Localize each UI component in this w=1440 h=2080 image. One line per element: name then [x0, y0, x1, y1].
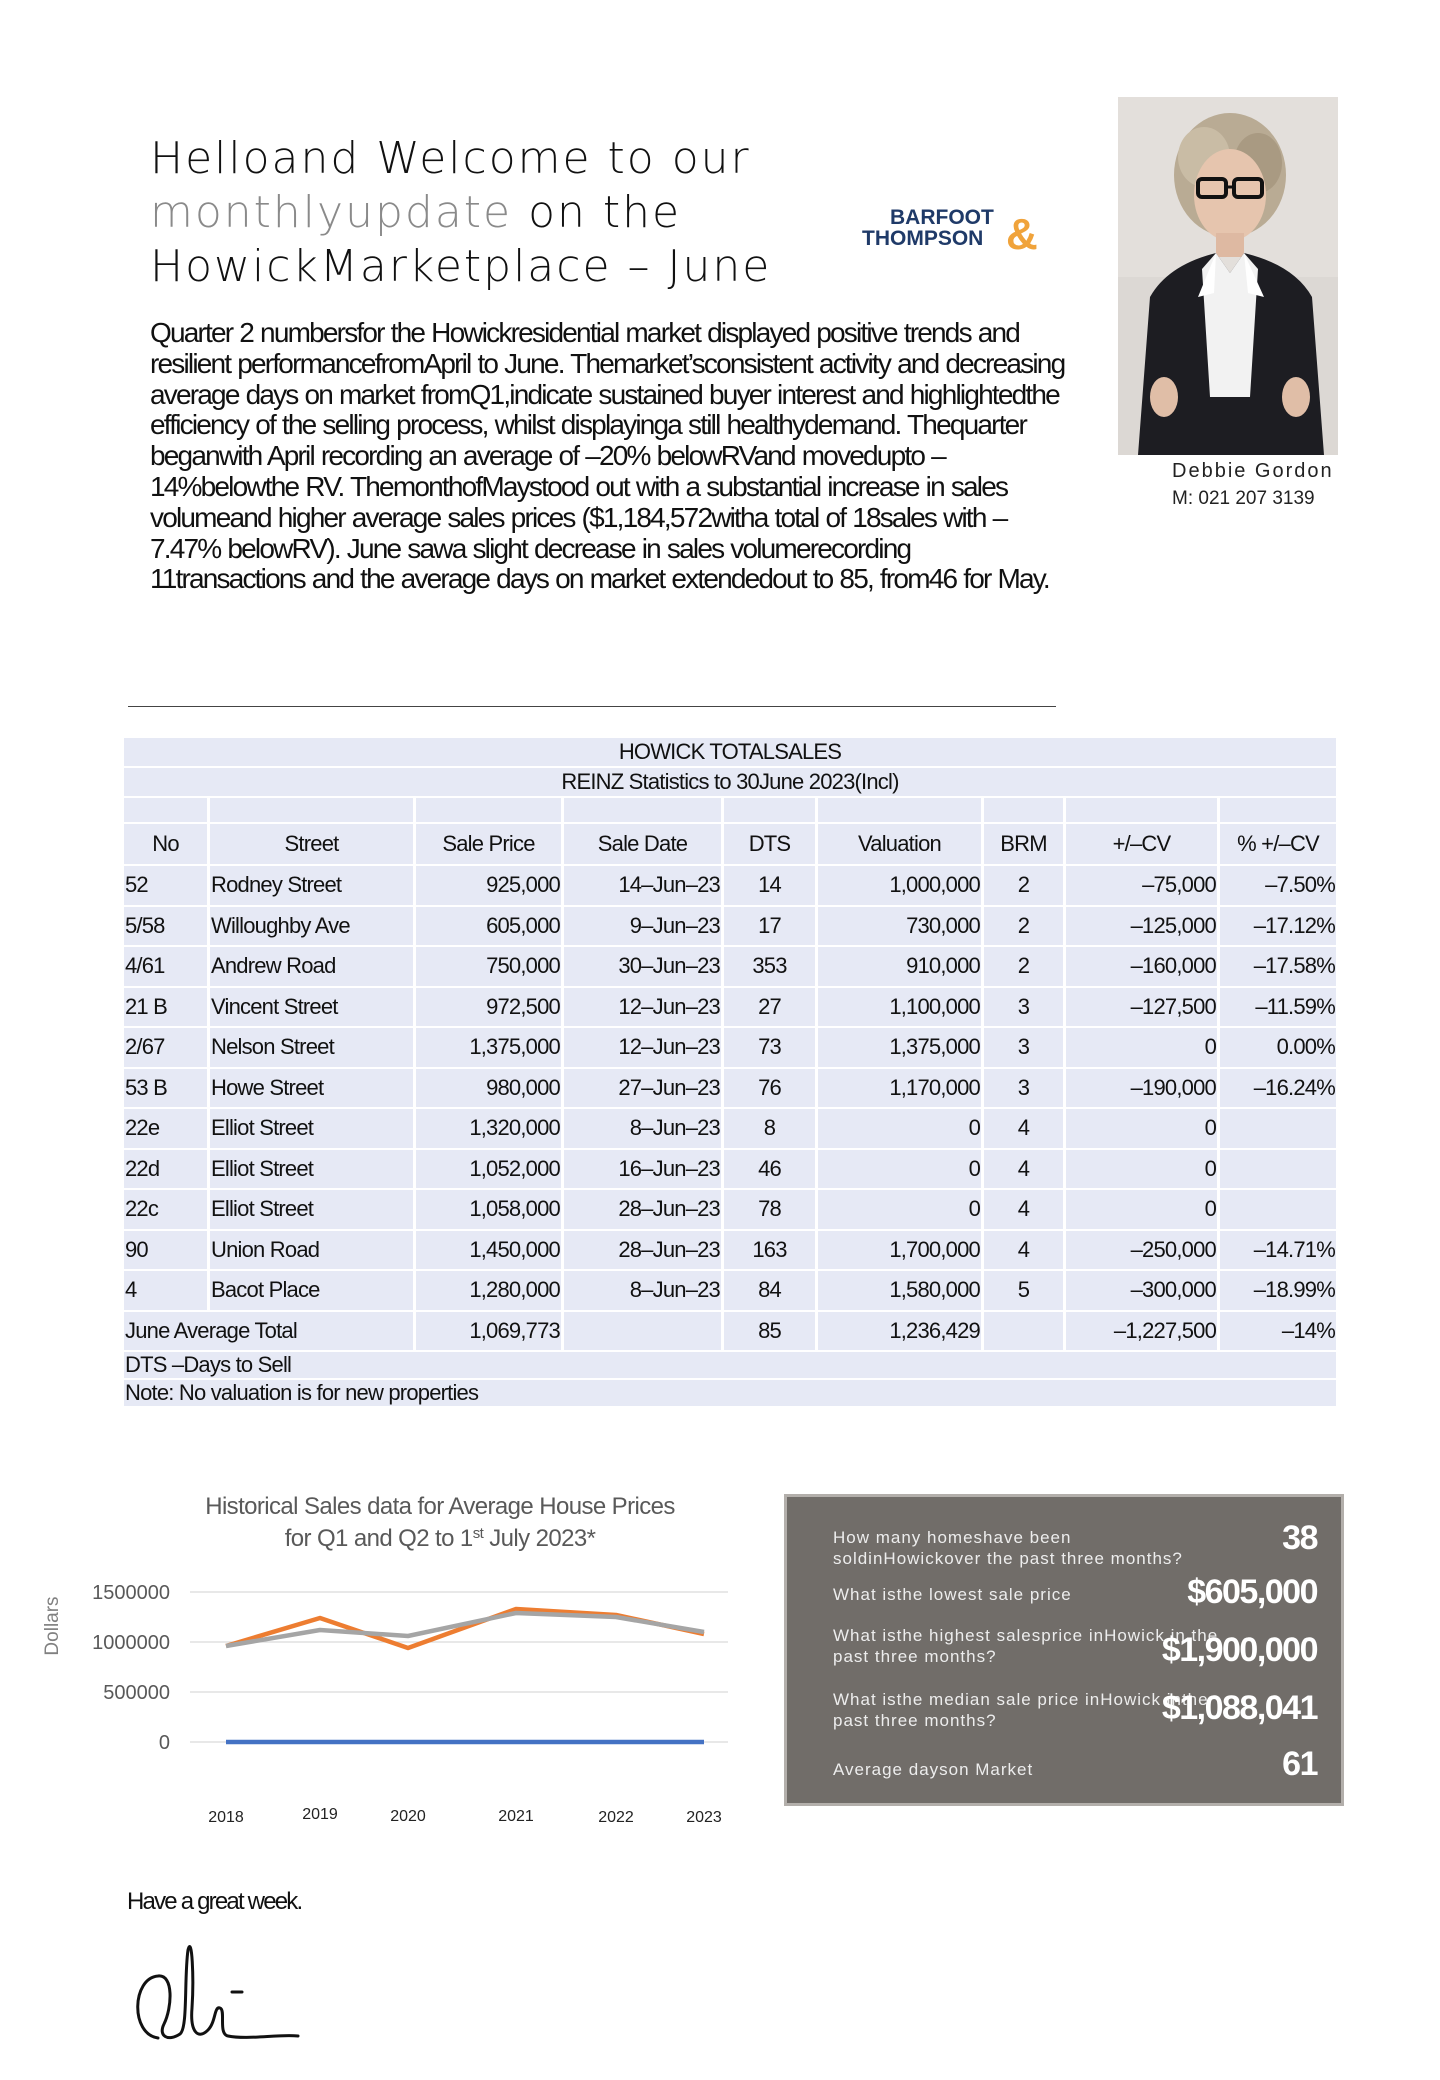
y-tick-label: 500000 — [103, 1682, 170, 1704]
cell-street: Nelson Street — [210, 1028, 416, 1067]
table-note-valuation: Note: No valuation is for new properties — [124, 1380, 1336, 1406]
cell-dts: 353 — [724, 947, 818, 986]
table-note-dts: DTS –Days to Sell — [124, 1352, 1336, 1378]
chart-title-post: July 2023* — [483, 1525, 596, 1552]
agent-phone: M: 021 207 3139 — [1172, 488, 1315, 509]
cell-street: Elliot Street — [210, 1109, 416, 1148]
table-row — [124, 1028, 1336, 1067]
howick-sales-table — [124, 736, 1336, 1408]
cell-dts: 14 — [724, 866, 818, 905]
agent-portrait — [1118, 97, 1338, 455]
table-total-row — [124, 1312, 1336, 1351]
cell-pct: –14.71% — [1220, 1231, 1336, 1270]
cell-sale-price: 1,052,000 — [416, 1150, 564, 1189]
total-valuation: 1,236,429 — [818, 1312, 984, 1351]
cell-cv: 0 — [1066, 1150, 1220, 1189]
cell-street: Union Road — [210, 1231, 416, 1270]
col-header: Valuation — [818, 824, 984, 864]
col-header: +/–CV — [1066, 824, 1220, 864]
chart-y-axis-label: Dollars — [42, 1596, 63, 1656]
cell-no: 22d — [124, 1150, 210, 1189]
table-row — [124, 988, 1336, 1027]
cell-sale-price: 605,000 — [416, 907, 564, 946]
cell-street: Elliot Street — [210, 1190, 416, 1229]
cell-valuation: 1,700,000 — [818, 1231, 984, 1270]
cell-valuation: 1,000,000 — [818, 866, 984, 905]
col-header: Sale Date — [564, 824, 724, 864]
heading-line-3: HowickMarketplace – June — [150, 241, 772, 292]
cell-sale-price: 925,000 — [416, 866, 564, 905]
table-row — [124, 1069, 1336, 1108]
stat-value-median-price: $1,088,041 — [1161, 1689, 1317, 1727]
stat-value-homes-sold: 38 — [1282, 1519, 1317, 1557]
cell-street: Bacot Place — [210, 1271, 416, 1310]
cell-brm: 5 — [984, 1271, 1066, 1310]
cell-sale-price: 1,320,000 — [416, 1109, 564, 1148]
cell-sale-date: 28–Jun–23 — [564, 1190, 724, 1229]
cell-valuation: 1,170,000 — [818, 1069, 984, 1108]
cell-cv: –160,000 — [1066, 947, 1220, 986]
cell-street: Willoughby Ave — [210, 907, 416, 946]
cell-sale-date: 12–Jun–23 — [564, 1028, 724, 1067]
x-tick-label: 2022 — [598, 1809, 634, 1826]
cell-no: 52 — [124, 866, 210, 905]
cell-sale-price: 1,375,000 — [416, 1028, 564, 1067]
col-header: DTS — [724, 824, 818, 864]
table-subtitle: REINZ Statistics to 30June 2023(Incl) — [124, 768, 1336, 796]
cell-sale-date: 9–Jun–23 — [564, 907, 724, 946]
x-tick-label: 2021 — [498, 1808, 534, 1825]
cell-pct: –17.58% — [1220, 947, 1336, 986]
logo-line-2: THOMPSON — [862, 227, 984, 250]
cell-brm: 4 — [984, 1150, 1066, 1189]
table-body — [124, 866, 1336, 1310]
total-cv: –1,227,500 — [1066, 1312, 1220, 1351]
cell-sale-price: 1,058,000 — [416, 1190, 564, 1229]
cell-cv: –190,000 — [1066, 1069, 1220, 1108]
table-row — [124, 866, 1336, 905]
cell-sale-date: 30–Jun–23 — [564, 947, 724, 986]
cell-valuation: 1,580,000 — [818, 1271, 984, 1310]
col-header: BRM — [984, 824, 1066, 864]
barfoot-thompson-logo — [862, 207, 1040, 263]
total-dts: 85 — [724, 1312, 818, 1351]
heading-line-2-rest: on the — [512, 187, 682, 238]
cell-dts: 163 — [724, 1231, 818, 1270]
cell-no: 22e — [124, 1109, 210, 1148]
cell-brm: 3 — [984, 1069, 1066, 1108]
logo-line-1: BARFOOT — [890, 206, 994, 229]
cell-pct — [1220, 1150, 1336, 1189]
cell-no: 4/61 — [124, 947, 210, 986]
cell-cv: 0 — [1066, 1028, 1220, 1067]
cell-street: Vincent Street — [210, 988, 416, 1027]
signoff-text: Have a great week. — [127, 1888, 302, 1915]
y-tick-label: 1500000 — [92, 1582, 170, 1604]
stat-question-days-on-market: Average dayson Market — [833, 1760, 1034, 1779]
cell-pct — [1220, 1109, 1336, 1148]
x-tick-label: 2020 — [390, 1808, 426, 1825]
cell-street: Elliot Street — [210, 1150, 416, 1189]
heading-line-2 — [150, 186, 790, 240]
table-header-row — [124, 824, 1336, 864]
cell-brm: 2 — [984, 907, 1066, 946]
cell-pct: –16.24% — [1220, 1069, 1336, 1108]
chart-x-tick-labels — [208, 1806, 722, 1826]
cell-no: 4 — [124, 1271, 210, 1310]
chart-series-lines — [226, 1609, 704, 1742]
cell-dts: 46 — [724, 1150, 818, 1189]
cell-cv: –300,000 — [1066, 1271, 1220, 1310]
cell-pct — [1220, 1190, 1336, 1229]
logo-ampersand: & — [1006, 210, 1038, 259]
cell-sale-date: 14–Jun–23 — [564, 866, 724, 905]
table-row — [124, 1150, 1336, 1189]
cell-valuation: 0 — [818, 1190, 984, 1229]
cell-valuation: 0 — [818, 1109, 984, 1148]
stat-value-days-on-market: 61 — [1282, 1745, 1317, 1783]
cell-cv: –250,000 — [1066, 1231, 1220, 1270]
stat-value-lowest-price: $605,000 — [1187, 1573, 1317, 1611]
col-header: % +/–CV — [1220, 824, 1336, 864]
col-header: No — [124, 824, 210, 864]
table-row — [124, 1190, 1336, 1229]
cell-cv: –75,000 — [1066, 866, 1220, 905]
chart-title-sup: st — [472, 1524, 484, 1542]
cell-pct: 0.00% — [1220, 1028, 1336, 1067]
total-label: June Average Total — [124, 1312, 416, 1351]
table-row — [124, 1231, 1336, 1270]
cell-valuation: 1,100,000 — [818, 988, 984, 1027]
table-row — [124, 907, 1336, 946]
cell-sale-date: 8–Jun–23 — [564, 1109, 724, 1148]
cell-dts: 76 — [724, 1069, 818, 1108]
cell-dts: 17 — [724, 907, 818, 946]
stat-question-highest-price: What isthe highest salesprice inHowick in the past three months? — [833, 1626, 1219, 1666]
cell-sale-price: 980,000 — [416, 1069, 564, 1108]
agent-name: Debbie Gordon — [1172, 460, 1334, 482]
x-tick-label: 2018 — [208, 1809, 244, 1826]
heading-grey-text: monthlyupdate — [150, 187, 513, 238]
cell-dts: 27 — [724, 988, 818, 1027]
cell-valuation: 1,375,000 — [818, 1028, 984, 1067]
cell-no: 53 B — [124, 1069, 210, 1108]
market-stats-box — [784, 1494, 1344, 1806]
cell-cv: –125,000 — [1066, 907, 1220, 946]
cell-brm: 3 — [984, 988, 1066, 1027]
divider-rule — [128, 706, 1056, 707]
chart-gridlines — [190, 1592, 728, 1742]
y-tick-label: 1000000 — [92, 1632, 170, 1654]
intro-paragraph: Quarter 2 numbersfor the Howickresidential market displayed positive trends and resilient performancefromApril to June. Themarket’sconsistent activity and decreasing average days on market fromQ1,indicate sustained buyer interest and highlightedthe efficiency of the selling process, whilst displayinga still healthydemand. Thequarter beganwith April recording an average of –20% belowRVand movedupto –14%belowthe RV. ThemonthofMaystood out with a substantial increase in sales volumeand higher average sales prices ($1,184,572witha total of 18sales with –7.47% belowRV). June sawa slight decrease in sales volumerecording 11transactions and the average days on market extendedout to 85, from46 for May. — [150, 317, 1065, 595]
cell-sale-date: 27–Jun–23 — [564, 1069, 724, 1108]
chart-title-pre: for Q1 and Q2 to 1 — [284, 1525, 473, 1552]
cell-sale-date: 12–Jun–23 — [564, 988, 724, 1027]
page-heading — [150, 132, 790, 294]
cell-no: 90 — [124, 1231, 210, 1270]
stat-value-highest-price: $1,900,000 — [1161, 1631, 1317, 1669]
cell-cv: –127,500 — [1066, 988, 1220, 1027]
table-title: HOWICK TOTALSALES — [124, 738, 1336, 766]
cell-no: 5/58 — [124, 907, 210, 946]
stat-question-lowest-price: What isthe lowest sale price — [833, 1585, 1072, 1604]
x-tick-label: 2023 — [686, 1809, 722, 1826]
cell-sale-date: 16–Jun–23 — [564, 1150, 724, 1189]
x-tick-label: 2019 — [302, 1806, 338, 1823]
handwritten-signature — [128, 1938, 328, 2048]
cell-dts: 73 — [724, 1028, 818, 1067]
total-pct: –14% — [1220, 1312, 1336, 1351]
cell-pct: –11.59% — [1220, 988, 1336, 1027]
cell-pct: –17.12% — [1220, 907, 1336, 946]
chart-title-line-1: Historical Sales data for Average House Prices — [205, 1493, 675, 1520]
cell-dts: 78 — [724, 1190, 818, 1229]
cell-dts: 84 — [724, 1271, 818, 1310]
cell-sale-price: 1,450,000 — [416, 1231, 564, 1270]
cell-no: 21 B — [124, 988, 210, 1027]
cell-cv: 0 — [1066, 1190, 1220, 1229]
table-blank-row — [124, 798, 1336, 822]
cell-valuation: 0 — [818, 1150, 984, 1189]
table-row — [124, 1109, 1336, 1148]
cell-sale-price: 750,000 — [416, 947, 564, 986]
cell-no: 22c — [124, 1190, 210, 1229]
cell-street: Andrew Road — [210, 947, 416, 986]
chart-y-tick-labels — [92, 1582, 170, 1754]
cell-sale-price: 972,500 — [416, 988, 564, 1027]
cell-brm: 2 — [984, 947, 1066, 986]
cell-pct: –18.99% — [1220, 1271, 1336, 1310]
cell-street: Howe Street — [210, 1069, 416, 1108]
cell-dts: 8 — [724, 1109, 818, 1148]
agent-portrait-image — [1118, 97, 1338, 455]
cell-sale-price: 1,280,000 — [416, 1271, 564, 1310]
cell-sale-date: 28–Jun–23 — [564, 1231, 724, 1270]
col-header: Street — [210, 824, 416, 864]
cell-street: Rodney Street — [210, 866, 416, 905]
cell-valuation: 910,000 — [818, 947, 984, 986]
cell-valuation: 730,000 — [818, 907, 984, 946]
heading-line-1: Helloand Welcome to our — [150, 133, 751, 184]
cell-brm: 2 — [984, 866, 1066, 905]
cell-brm: 4 — [984, 1109, 1066, 1148]
cell-brm: 3 — [984, 1028, 1066, 1067]
chart-title-line-2 — [285, 1525, 596, 1553]
cell-cv: 0 — [1066, 1109, 1220, 1148]
cell-brm: 4 — [984, 1231, 1066, 1270]
cell-pct: –7.50% — [1220, 866, 1336, 905]
cell-no: 2/67 — [124, 1028, 210, 1067]
stat-question-homes-sold: How many homeshave been soldinHowickover the past three months? — [833, 1528, 1183, 1568]
total-sale-price: 1,069,773 — [416, 1312, 564, 1351]
table-row — [124, 947, 1336, 986]
y-tick-label: 0 — [158, 1732, 170, 1754]
stat-question-median-price: What isthe median sale price inHowick inthe past three months? — [833, 1690, 1209, 1730]
cell-brm: 4 — [984, 1190, 1066, 1229]
col-header: Sale Price — [416, 824, 564, 864]
table-row — [124, 1271, 1336, 1310]
historical-sales-chart — [30, 1488, 750, 1838]
cell-sale-date: 8–Jun–23 — [564, 1271, 724, 1310]
